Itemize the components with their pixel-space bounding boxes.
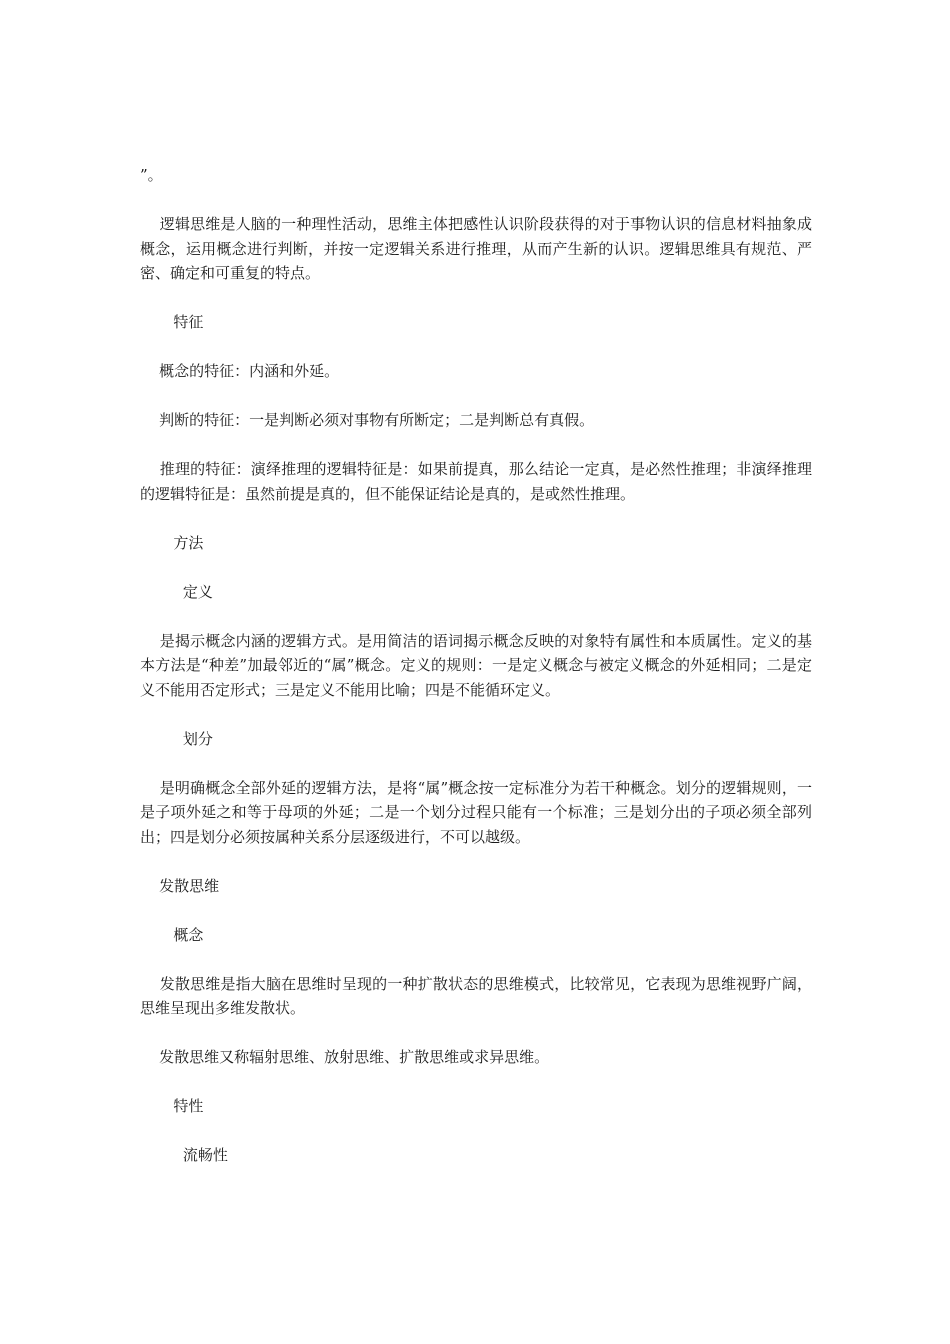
text-line (140, 898, 812, 923)
document-page (140, 114, 812, 1192)
text-line (140, 139, 812, 164)
text-line (140, 849, 812, 874)
heading-features: 特征 (140, 313, 204, 331)
heading-divergent-thinking: 发散思维 (140, 876, 220, 895)
heading-concept: 概念 (140, 925, 204, 944)
paragraph-judgment-feature: 判断的特征：一是判断必须对事物有所断定；二是判断总有真假。 (140, 411, 595, 429)
text-line (140, 286, 812, 311)
text-line (140, 1168, 812, 1193)
heading-characteristics: 特性 (140, 1097, 204, 1115)
text-line (140, 384, 812, 409)
text-line (140, 506, 812, 531)
heading-division: 划分 (140, 729, 213, 748)
text-line (140, 433, 812, 458)
text-line (140, 114, 812, 139)
heading-methods: 方法 (140, 533, 204, 552)
text-line (140, 188, 812, 213)
paragraph-division: 是明确概念全部外延的逻辑方法，是将“属”概念按一定标准分为若干种概念。划分的逻辑规则，一是子项外延之和等于母项的外延；二是一个划分过程只能有一个标准；三是划分出的子项必须全部列出；四是划分必须按属种关系分层逐级进行，不可以越级。 (140, 778, 812, 846)
text-line (140, 335, 812, 360)
text-line (140, 1021, 812, 1046)
paragraph-divergent-definition: 发散思维是指大脑在思维时呈现的一种扩散状态的思维模式，比较常见，它表现为思维视野广阔，思维呈现出多维发散状。 (140, 974, 812, 1017)
heading-fluency: 流畅性 (140, 1146, 228, 1164)
paragraph-definition: 是揭示概念内涵的逻辑方式。是用简洁的语词揭示概念反映的对象特有属性和本质属性。定义的基本方法是“种差”加最邻近的“属”概念。定义的规则：一是定义概念与被定义概念的外延相同；二是定义不能用否定形式；三是定义不能用比喻；四是不能循环定义。 (140, 631, 812, 699)
text-line (140, 751, 812, 776)
paragraph-divergent-aliases: 发散思维又称辐射思维、放射思维、扩散思维或求异思维。 (140, 1048, 550, 1066)
paragraph-logical-thinking: 逻辑思维是人脑的一种理性活动，思维主体把感性认识阶段获得的对于事物认识的信息材料抽象成概念，运用概念进行判断，并按一定逻辑关系进行推理，从而产生新的认识。逻辑思维具有规范、严密、确定和可重复的特点。 (140, 215, 812, 282)
paragraph-concept-feature: 概念的特征：内涵和外延。 (140, 362, 340, 380)
paragraph-reasoning-feature: 推理的特征：演绎推理的逻辑特征是：如果前提真，那么结论一定真，是必然性推理；非演绎推理的逻辑特征是：虽然前提是真的，但不能保证结论是真的，是或然性推理。 (140, 460, 812, 503)
text-line (140, 604, 812, 629)
text-line (140, 702, 812, 727)
text-line (140, 1119, 812, 1144)
heading-definition: 定义 (140, 582, 213, 601)
text-line (140, 1070, 812, 1095)
text-line (140, 947, 812, 972)
text-line (140, 555, 812, 580)
text-line: ”。 (140, 166, 163, 184)
